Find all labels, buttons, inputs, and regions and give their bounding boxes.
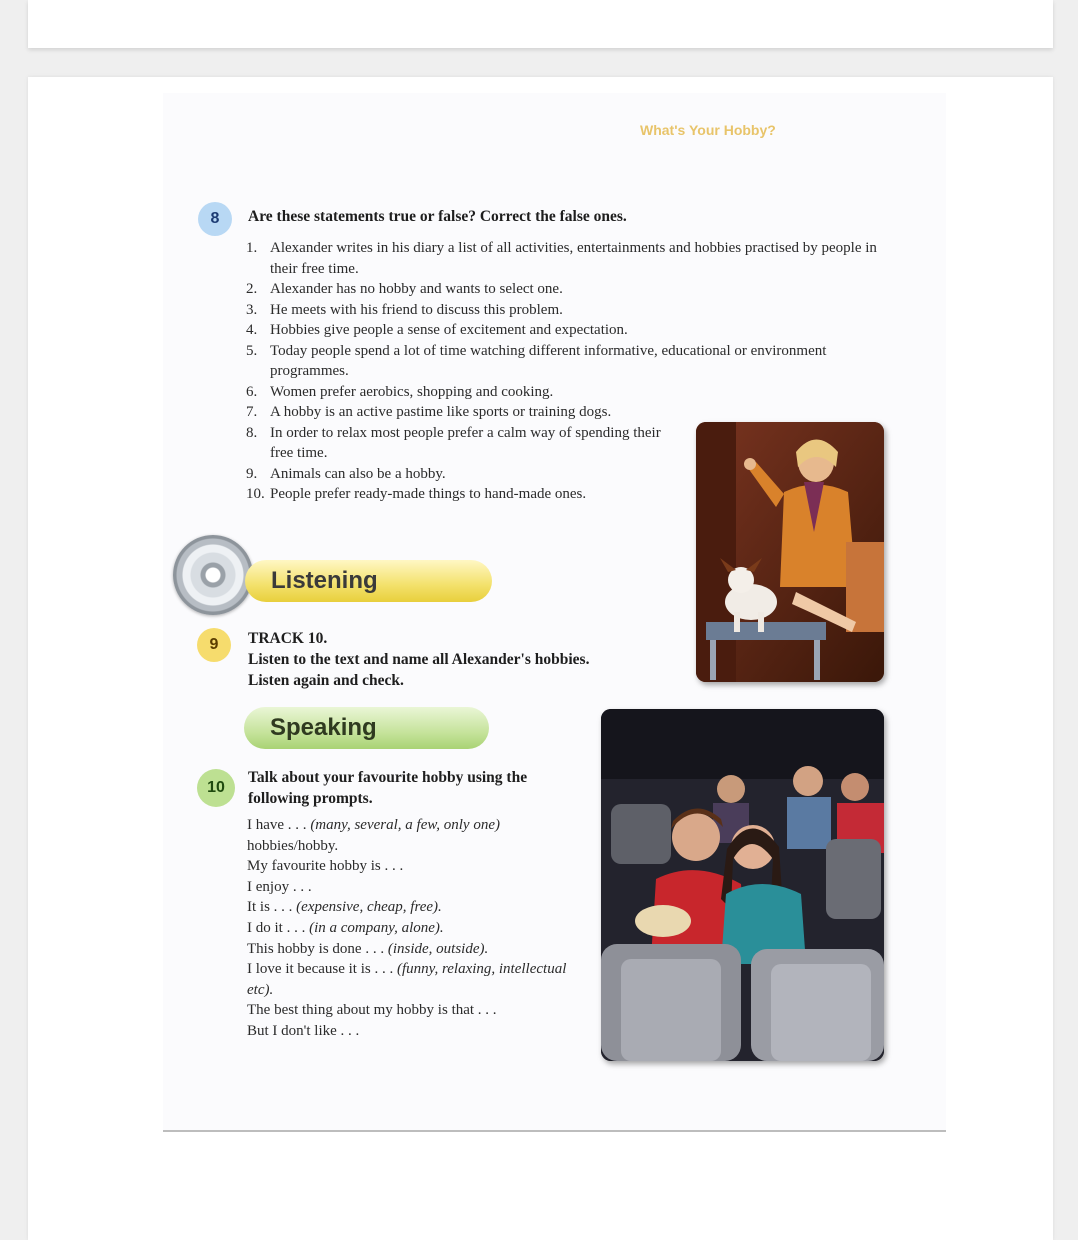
exercise-9-instruction	[248, 628, 688, 691]
prompt-line: But I don't like . . .	[247, 1022, 360, 1039]
exercise-9-badge: 9	[197, 628, 231, 662]
prompt-line: I have . . . (many, several, a few, only one) hobbies/hobby.	[247, 817, 500, 854]
prompt-line: The best thing about my hobby is that . . .	[247, 1002, 497, 1019]
list-item: 7. A hobby is an active pastime like sports or training dogs.	[246, 404, 612, 420]
list-item: 10. People prefer ready-made things to hand-made ones.	[246, 486, 587, 502]
prompt-line: I do it . . . (in a company, alone).	[247, 919, 444, 936]
list-item: 4. Hobbies give people a sense of excitement and expectation.	[246, 322, 628, 338]
list-item: 1. Alexander writes in his diary a list of all activities, entertainments and hobbies practised by people in their free time.	[246, 240, 877, 277]
exercise-10-prompts	[247, 815, 587, 1042]
exercise-10-badge: 10	[197, 769, 235, 807]
exercise-8-instruction: Are these statements true or false? Correct the false ones.	[248, 208, 627, 225]
listening-heading: Listening	[245, 560, 492, 602]
prompt-line: I enjoy . . .	[247, 878, 312, 895]
dog-show-illustration	[696, 422, 884, 682]
prompt-line: It is . . . (expensive, cheap, free).	[247, 899, 442, 916]
exercise-9-line-2: Listen again and check.	[248, 672, 404, 689]
page-header-title: What's Your Hobby?	[640, 122, 776, 138]
exercise-9-line-1: Listen to the text and name all Alexander's hobbies.	[248, 651, 590, 668]
track-label: TRACK 10.	[248, 630, 328, 647]
dog-show-photo	[696, 422, 884, 682]
speaking-heading: Speaking	[244, 707, 489, 749]
prompt-line: My favourite hobby is . . .	[247, 858, 404, 875]
list-item: 5. Today people spend a lot of time watching different informative, educational or environment programmes.	[246, 342, 827, 379]
list-item: 3. He meets with his friend to discuss this problem.	[246, 301, 563, 318]
exercise-8-badge: 8	[198, 202, 232, 236]
previous-card	[28, 0, 1053, 48]
list-item: 9. Animals can also be a hobby.	[246, 465, 446, 482]
cinema-illustration	[601, 709, 884, 1061]
prompt-line: I love it because it is . . . (funny, relaxing, intellectual etc).	[247, 961, 567, 998]
list-item: 2. Alexander has no hobby and wants to select one.	[246, 281, 563, 297]
prompt-line: This hobby is done . . . (inside, outside).	[247, 940, 489, 957]
list-item: 8. In order to relax most people prefer a calm way of spending their free time.	[246, 424, 661, 461]
cinema-audience-photo	[601, 709, 884, 1061]
list-item: 6. Women prefer aerobics, shopping and cooking.	[246, 383, 554, 400]
exercise-10-instruction: Talk about your favourite hobby using the following prompts.	[248, 769, 528, 807]
cd-icon	[173, 535, 253, 615]
